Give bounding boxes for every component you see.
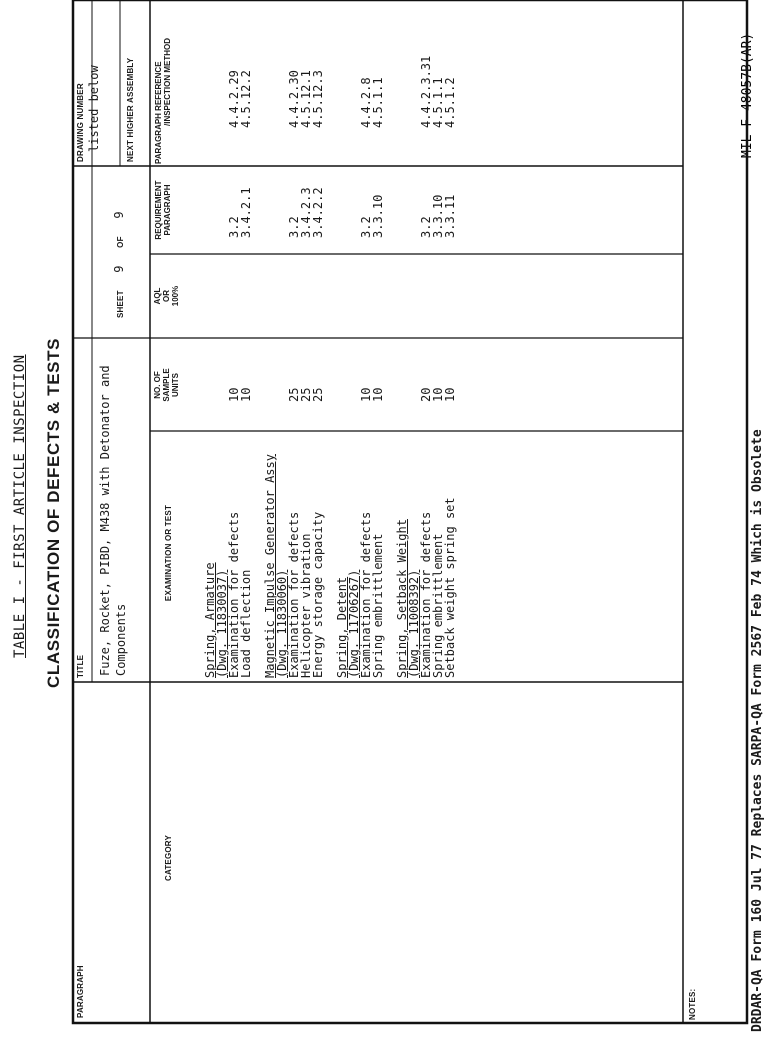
reference-value: 4.5.1.2 (443, 77, 457, 128)
title-text-line1: Fuze, Rocket, PIBD, M438 with Detonator and (98, 365, 112, 676)
test-name: Helicopter vibration (299, 533, 313, 678)
sheet-total: 9 (112, 211, 126, 219)
aql-line2: OR (162, 290, 171, 302)
requirement-header (154, 168, 172, 252)
reference-value: 4.4.2.3.31 (419, 55, 433, 128)
requirement-line1: REQUIREMENT (154, 180, 163, 240)
sample-units-line1: NO. OF (153, 371, 162, 399)
group-drawing: (Dwg. 11830060) (275, 569, 289, 678)
reference-value: 4.5.12.3 (311, 70, 325, 128)
reference-column (204, 56, 456, 128)
requirement-value: 3.3.11 (443, 194, 457, 238)
aql-line1: AQL (153, 287, 162, 305)
examination-header: EXAMINATION OR TEST (164, 504, 173, 602)
document-id: MIL-F-48057B(AR) (740, 32, 755, 158)
reference-value: 4.5.12.2 (239, 70, 253, 128)
form-footer: DRDAR-QA Form 160 Jul 77 Replaces SARPA-QA Form 2567 Feb 74 Which is Obsolete (750, 429, 765, 1032)
category-header: CATEGORY (164, 834, 173, 882)
sample-units-value: 10 (431, 387, 445, 402)
sample-units-value: 10 (239, 387, 253, 402)
requirement-value: 3.2 (227, 216, 241, 238)
test-name: Energy storage capacity (311, 511, 325, 678)
drawing-number-value: listed below (87, 65, 101, 152)
test-name: Load deflection (239, 569, 253, 678)
requirement-value: 3.3.10 (431, 194, 445, 238)
sheet-indicator (108, 211, 127, 318)
group-drawing: (Dwg. 11830037) (215, 569, 229, 678)
sample-units-header (153, 342, 180, 428)
sample-units-line2: SAMPLE (162, 368, 171, 402)
sample-units-value: 10 (359, 387, 373, 402)
requirement-value: 3.4.2.1 (239, 187, 253, 238)
sample-units-value: 20 (419, 387, 433, 402)
table-caption: TABLE I - FIRST ARTICLE INSPECTION (12, 354, 28, 658)
drawing-number-label: DRAWING NUMBER (76, 83, 85, 162)
notes-label: NOTES: (688, 988, 697, 1020)
reference-line2: /INSPECTION METHOD (163, 37, 172, 126)
group-name: Spring, Armature (203, 562, 217, 678)
test-name: Examination for defects (419, 511, 433, 678)
reference-value: 4.5.1.1 (431, 77, 445, 128)
reference-value: 4.4.2.30 (287, 70, 301, 128)
group-name: Magnetic Impulse Generator Assy (263, 454, 277, 678)
requirement-value: 3.2 (419, 216, 433, 238)
sample-units-value: 25 (311, 387, 325, 402)
sample-units-value: 10 (443, 387, 457, 402)
test-name: Spring embrittlement (371, 533, 385, 678)
group-name: Spring, Detent (335, 576, 349, 678)
next-higher-assembly-label: NEXT HIGHER ASSEMBLY (126, 57, 135, 162)
examination-column (204, 454, 456, 678)
test-name: Examination for defects (359, 511, 373, 678)
sample-units-value: 10 (227, 387, 241, 402)
test-name: Spring embrittlement (431, 533, 445, 678)
reference-value: 4.4.2.8 (359, 77, 373, 128)
requirement-line2: PARAGRAPH (163, 184, 172, 236)
requirement-value: 3.2 (359, 216, 373, 238)
requirement-value: 3.4.2.3 (299, 187, 313, 238)
reference-value: 4.4.2.29 (227, 70, 241, 128)
requirement-column (204, 187, 456, 238)
requirement-value: 3.4.2.2 (311, 187, 325, 238)
title-label: TITLE (76, 654, 85, 678)
sample-units-line3: UNITS (171, 373, 180, 397)
group-drawing: (Dwg. 11008392) (407, 569, 421, 678)
test-name: Examination for defects (287, 511, 301, 678)
sheet-number: 9 (112, 265, 126, 273)
sample-units-value: 25 (299, 387, 313, 402)
reference-value: 4.5.1.1 (371, 77, 385, 128)
table-title: CLASSIFICATION OF DEFECTS & TESTS (44, 337, 63, 688)
sample-units-value: 25 (287, 387, 301, 402)
group-name: Spring, Setback Weight (395, 519, 409, 678)
title-text-line2: Components (114, 603, 128, 676)
test-name: Setback weight spring set (443, 497, 457, 678)
test-name: Examination for defects (227, 511, 241, 678)
sheet-label: SHEET (116, 290, 125, 318)
requirement-value: 3.3.10 (371, 194, 385, 238)
reference-line1: PARAGRAPH REFERENCE (154, 61, 163, 164)
aql-header (153, 257, 180, 335)
sample-units-value: 10 (371, 387, 385, 402)
sample-units-column (204, 388, 456, 402)
group-drawing: (Dwg. 11706267) (347, 569, 361, 678)
reference-value: 4.5.12.1 (299, 70, 313, 128)
sheet-of-label: OF (116, 236, 125, 248)
aql-line3: 100% (171, 285, 180, 307)
reference-header (154, 2, 172, 164)
requirement-value: 3.2 (287, 216, 301, 238)
paragraph-label: PARAGRAPH (76, 965, 85, 1018)
